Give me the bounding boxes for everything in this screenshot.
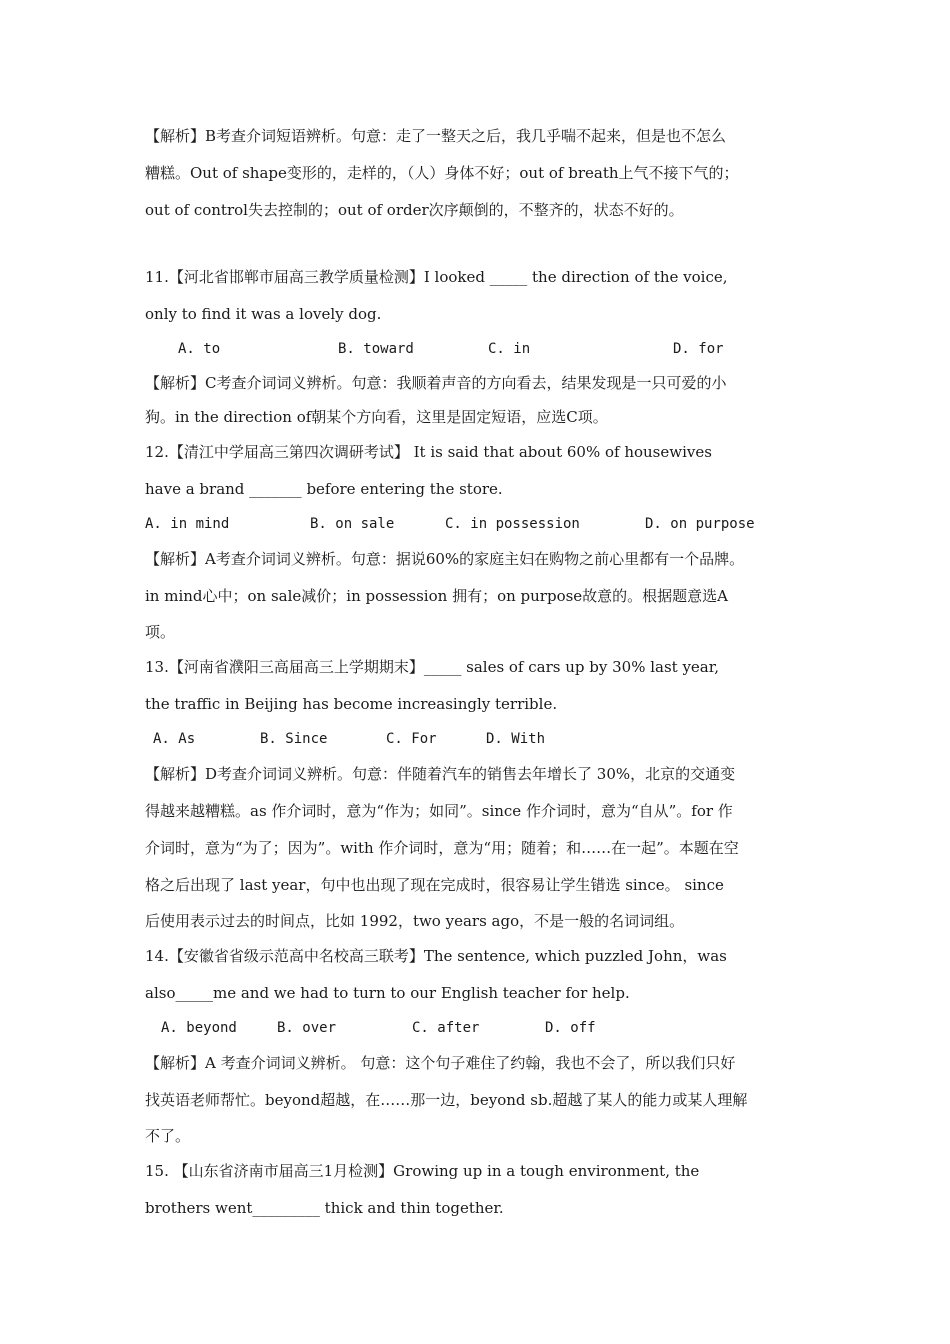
question-11-analysis-line-1: 【解析】C考查介词词义辨析。句意：我顺着声音的方向看去，结果发现是一只可爱的小	[145, 374, 727, 392]
option-a: A. to	[178, 341, 221, 357]
question-12	[145, 434, 810, 649]
question-12-analysis-line-3: 项。	[145, 623, 176, 641]
intro-analysis-line-2: 糟糕。Out of shape变形的，走样的，（人）身体不好；out of breath上气不接下气的；	[145, 164, 739, 182]
document-page	[145, 118, 810, 1227]
option-c: C. For	[386, 731, 437, 747]
question-11-options	[145, 333, 810, 366]
question-12-analysis-line-1: 【解析】A考查介词词义辨析。句意：据说60%的家庭主妇在购物之前心里都有一个品牌。	[145, 550, 745, 568]
option-c: C. in	[488, 341, 531, 357]
question-12-stem-line-1: 12.【清江中学届高三第四次调研考试】 It is said that about 60% of housewives	[145, 443, 712, 461]
question-13-analysis-line-1: 【解析】D考查介词词义辨析。句意：伴随着汽车的销售去年增长了 30%，北京的交通变	[145, 765, 736, 783]
question-14-options	[145, 1012, 810, 1045]
option-c: C. in possession	[445, 516, 580, 532]
question-13-analysis-line-2: 得越来越糟糕。as 作介词时，意为“作为；如同”。since 作介词时，意为“自从”。for 作	[145, 802, 733, 820]
question-14-stem-line-1: 14.【安徽省省级示范高中名校高三联考】The sentence, which puzzled John，was	[145, 947, 727, 965]
question-13-analysis-line-3: 介词时，意为“为了；因为”。with 作介词时，意为“用；随着；和……在一起”。本题在空	[145, 839, 739, 857]
question-12-stem-line-2: have a brand _______ before entering the store.	[145, 480, 503, 498]
question-14-analysis-line-1: 【解析】A 考查介词词义辨析。 句意：这个句子难住了约翰，我也不会了，所以我们只好	[145, 1054, 736, 1072]
option-d: D. off	[545, 1020, 596, 1036]
question-14-analysis-line-2: 找英语老师帮忙。beyond超越，在……那一边，beyond sb.超越了某人的能力或某人理解	[145, 1091, 748, 1109]
question-14-stem-line-2: also_____me and we had to turn to our English teacher for help.	[145, 984, 630, 1002]
question-13-stem-line-2: the traffic in Beijing has become increasingly terrible.	[145, 695, 558, 713]
option-a: A. beyond	[161, 1020, 237, 1036]
question-11-analysis-line-2: 狗。in the direction of朝某个方向看，这里是固定短语，应选C项。	[145, 408, 608, 426]
option-d: D. for	[673, 341, 724, 357]
question-13-stem-line-1: 13.【河南省濮阳三高届高三上学期期末】_____ sales of cars up by 30% last year,	[145, 658, 720, 676]
option-d: D. on purpose	[645, 516, 755, 532]
option-a: A. in mind	[145, 516, 230, 532]
option-b: B. on sale	[310, 516, 395, 532]
question-11-stem-line-2: only to find it was a lovely dog.	[145, 305, 382, 323]
question-12-analysis-line-2: in mind心中；on sale减价；in possession 拥有；on purpose故意的。根据题意选A	[145, 587, 729, 605]
question-13	[145, 649, 810, 938]
question-13-options	[145, 723, 810, 756]
question-11	[145, 259, 810, 434]
question-15	[145, 1153, 810, 1227]
option-c: C. after	[412, 1020, 480, 1036]
question-11-stem-line-1: 11.【河北省邯郸市届高三教学质量检测】I looked _____ the direction of the voice,	[145, 268, 728, 286]
option-b: B. over	[277, 1020, 337, 1036]
question-12-options	[145, 508, 810, 541]
option-b: B. toward	[338, 341, 414, 357]
intro-analysis-line-3: out of control失去控制的；out of order次序颠倒的，不整齐的，状态不好的。	[145, 201, 684, 219]
question-14-analysis-line-3: 不了。	[145, 1127, 191, 1145]
question-14	[145, 938, 810, 1153]
option-d: D. With	[486, 731, 546, 747]
spacer	[145, 229, 810, 259]
question-15-stem-line-2: brothers went_________ thick and thin together.	[145, 1199, 504, 1217]
question-13-analysis-line-5: 后使用表示过去的时间点，比如 1992，two years ago，不是一般的名词词组。	[145, 912, 685, 930]
option-b: B. Since	[260, 731, 328, 747]
question-15-stem-line-1: 15. 【山东省济南市届高三1月检测】Growing up in a tough environment, the	[145, 1162, 700, 1180]
intro-analysis-line-1: 【解析】B考查介词短语辨析。句意：走了一整天之后，我几乎喘不起来，但是也不怎么	[145, 127, 727, 145]
option-a: A. As	[153, 731, 196, 747]
question-13-analysis-line-4: 格之后出现了 last year，句中也出现了现在完成时，很容易让学生错选 since。 since	[145, 876, 724, 894]
